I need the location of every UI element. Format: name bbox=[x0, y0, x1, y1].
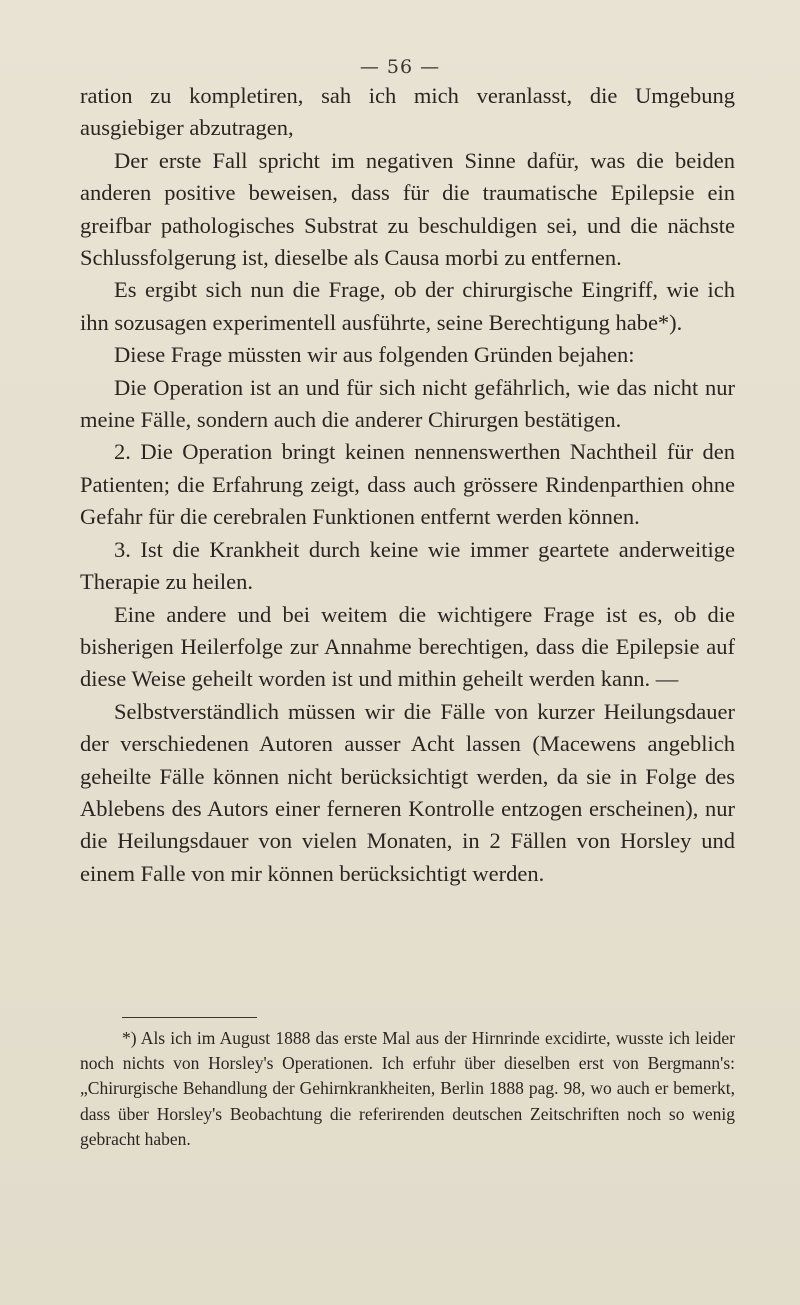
footnote-divider bbox=[122, 1017, 257, 1018]
body-text bbox=[80, 80, 735, 890]
paragraph-first-case: Der erste Fall spricht im negativen Sinne dafür, was die beiden anderen positive beweisen, dass für die traumatische Epilepsie ein greifbar pathologisches Substrat zu beschuldigen sei, und die nächste Schlussfolgerung ist, dieselbe als Causa morbi zu entfernen. bbox=[80, 147, 735, 271]
paragraph-point-2: 2. Die Operation bringt keinen nennenswerthen Nachtheil für den Patienten; die Erfahrung zeigt, dass auch grössere Rindenparthien ohne Gefahr für die cerebralen Funktionen entfernt werden können. bbox=[80, 439, 735, 530]
paragraph-point-1: Die Operation ist an und für sich nicht gefährlich, wie das nicht nur meine Fälle, sondern auch die anderer Chirurgen bestätigen. bbox=[80, 374, 735, 433]
page-number: — 56 — bbox=[359, 56, 441, 78]
paragraph-continuation: ration zu kompletiren, sah ich mich veranlasst, die Umgebung ausgiebiger abzutragen, bbox=[80, 83, 735, 141]
paragraph-healing-duration: Selbstverständlich müssen wir die Fälle von kurzer Heilungsdauer der verschiedenen Autoren ausser Acht lassen (Macewens angeblich geheilte Fälle können nicht berücksichtigt werden, da sie in Folge des Ablebens des Autors einer ferneren Kontrolle entzogen erscheinen), nur die Heilungsdauer von vielen Monaten, in 2 Fällen von Horsley und einem Falle von mir können berücksichtigt werden. bbox=[80, 698, 735, 886]
paragraph-affirm: Diese Frage müssten wir aus folgenden Gründen bejahen: bbox=[114, 342, 635, 368]
paragraph-second-question: Eine andere und bei weitem die wichtigere Frage ist es, ob die bisherigen Heilerfolge zur Annahme berechtigen, dass die Epilepsie auf diese Weise geheilt worden ist und mithin geheilt werden kann. — bbox=[80, 601, 735, 692]
footnote: *) Als ich im August 1888 das erste Mal aus der Hirnrinde excidirte, wusste ich leider noch nichts von Horsley's Operationen. Ich erfuhr über dieselben erst von Bergmann's: „Chirurgische Behandlung der Gehirnkrankheiten, Berlin 1888 pag. 98, wo auch er bemerkt, dass über Horsley's Beobachtung die referirenden deutschen Zeitschriften noch so wenig gebracht haben. bbox=[80, 1028, 735, 1149]
paragraph-question: Es ergibt sich nun die Frage, ob der chirurgische Eingriff, wie ich ihn sozusagen experimentell ausführte, seine Berechtigung habe*). bbox=[80, 277, 735, 335]
paragraph-point-3: 3. Ist die Krankheit durch keine wie immer geartete anderweitige Therapie zu heilen. bbox=[80, 536, 735, 595]
